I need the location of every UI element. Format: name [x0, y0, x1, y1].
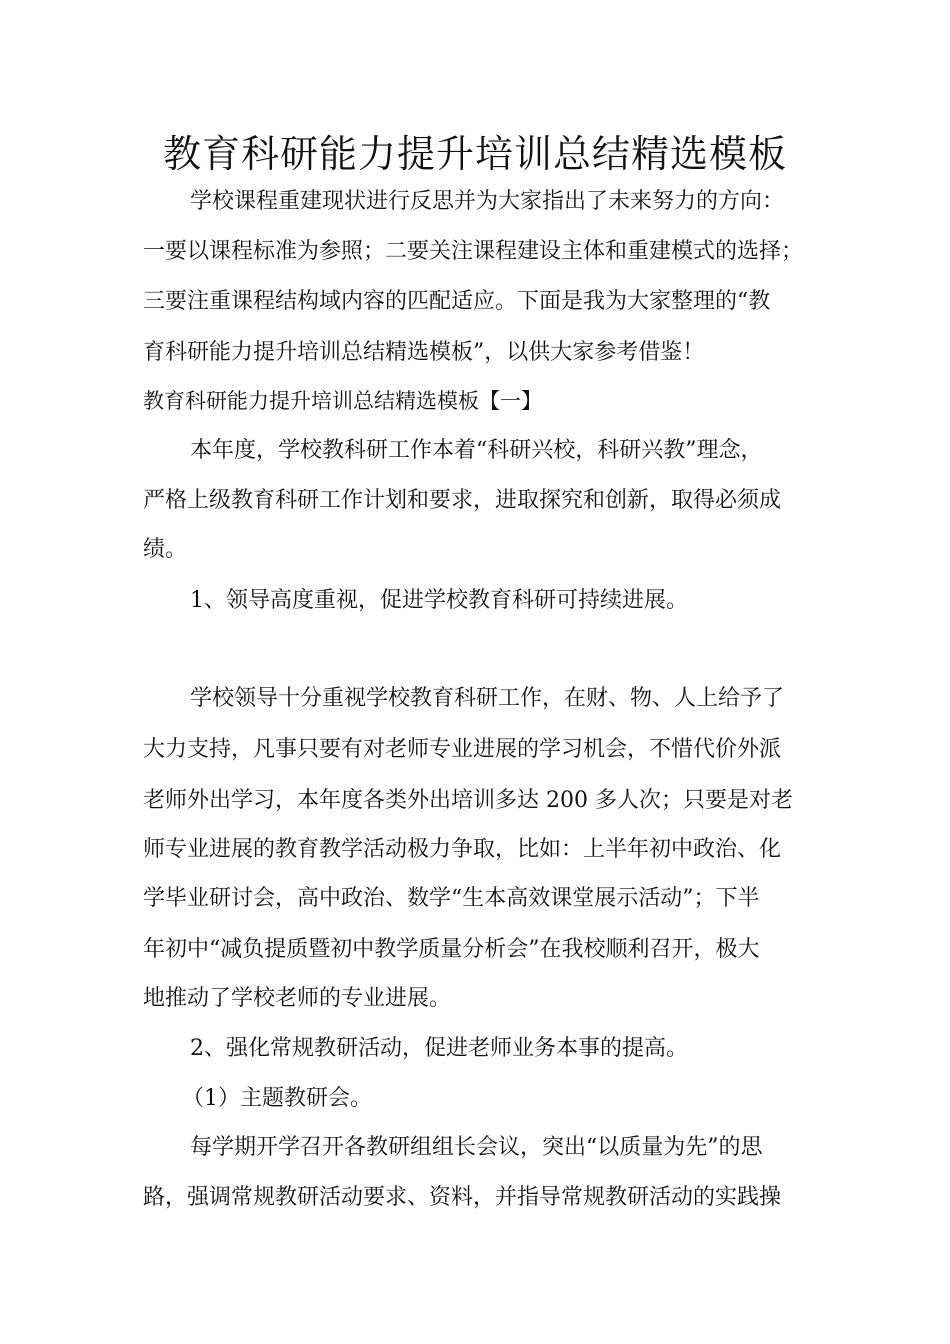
paragraph-line: 严格上级教育科研工作计划和要求，进取探究和创新，取得必须成 [143, 488, 782, 513]
document-title: 教育科研能力提升培训总结精选模板 [162, 132, 787, 176]
paragraph-line: 每学期开学召开各教研组组长会议，突出“以质量为先”的思 [190, 1135, 763, 1160]
paragraph-line: 大力支持，凡事只要有对老师专业进展的学习机会，不惜代价外派 [143, 737, 782, 762]
section-heading: 教育科研能力提升培训总结精选模板【一】 [143, 389, 542, 413]
intro-line: 学校课程重建现状进行反思并为大家指出了未来努力的方向： [190, 189, 785, 214]
paragraph-line: 老师外出学习，本年度各类外出培训多达 200 多人次；只要是对老 [143, 788, 793, 813]
intro-line: 三要注重课程结构域内容的匹配适应。下面是我为大家整理的“教 [143, 289, 771, 314]
intro-line: 育科研能力提升培训总结精选模板”，以供大家参考借鉴！ [143, 340, 705, 365]
paragraph-line: 地推动了学校老师的专业进展。 [143, 986, 452, 1011]
paragraph-line: 师专业进展的教育教学活动极力争取，比如：上半年初中政治、化 [143, 837, 782, 862]
paragraph-line: 路，强调常规教研活动要求、资料，并指导常规教研活动的实践操 [143, 1185, 782, 1210]
point-heading: 2、强化常规教研活动，促进老师业务本事的提高。 [190, 1036, 688, 1061]
paragraph-line: 年初中“减负提质暨初中教学质量分析会”在我校顺利召开，极大 [143, 937, 760, 962]
paragraph-line: 学毕业研讨会，高中政治、数学“生本高效课堂展示活动”；下半 [143, 886, 760, 911]
paragraph-line: 绩。 [143, 537, 188, 562]
point-heading: 1、领导高度重视，促进学校教育科研可持续进展。 [190, 588, 688, 613]
paragraph-line: 学校领导十分重视学校教育科研工作，在财、物、人上给予了 [190, 686, 785, 711]
subpoint-heading: （1）主题教研会。 [182, 1086, 372, 1111]
intro-line: 一要以课程标准为参照；二要关注课程建设主体和重建模式的选择； [143, 239, 804, 264]
paragraph-line: 本年度，学校教科研工作本着“科研兴校，科研兴教”理念， [190, 438, 763, 463]
